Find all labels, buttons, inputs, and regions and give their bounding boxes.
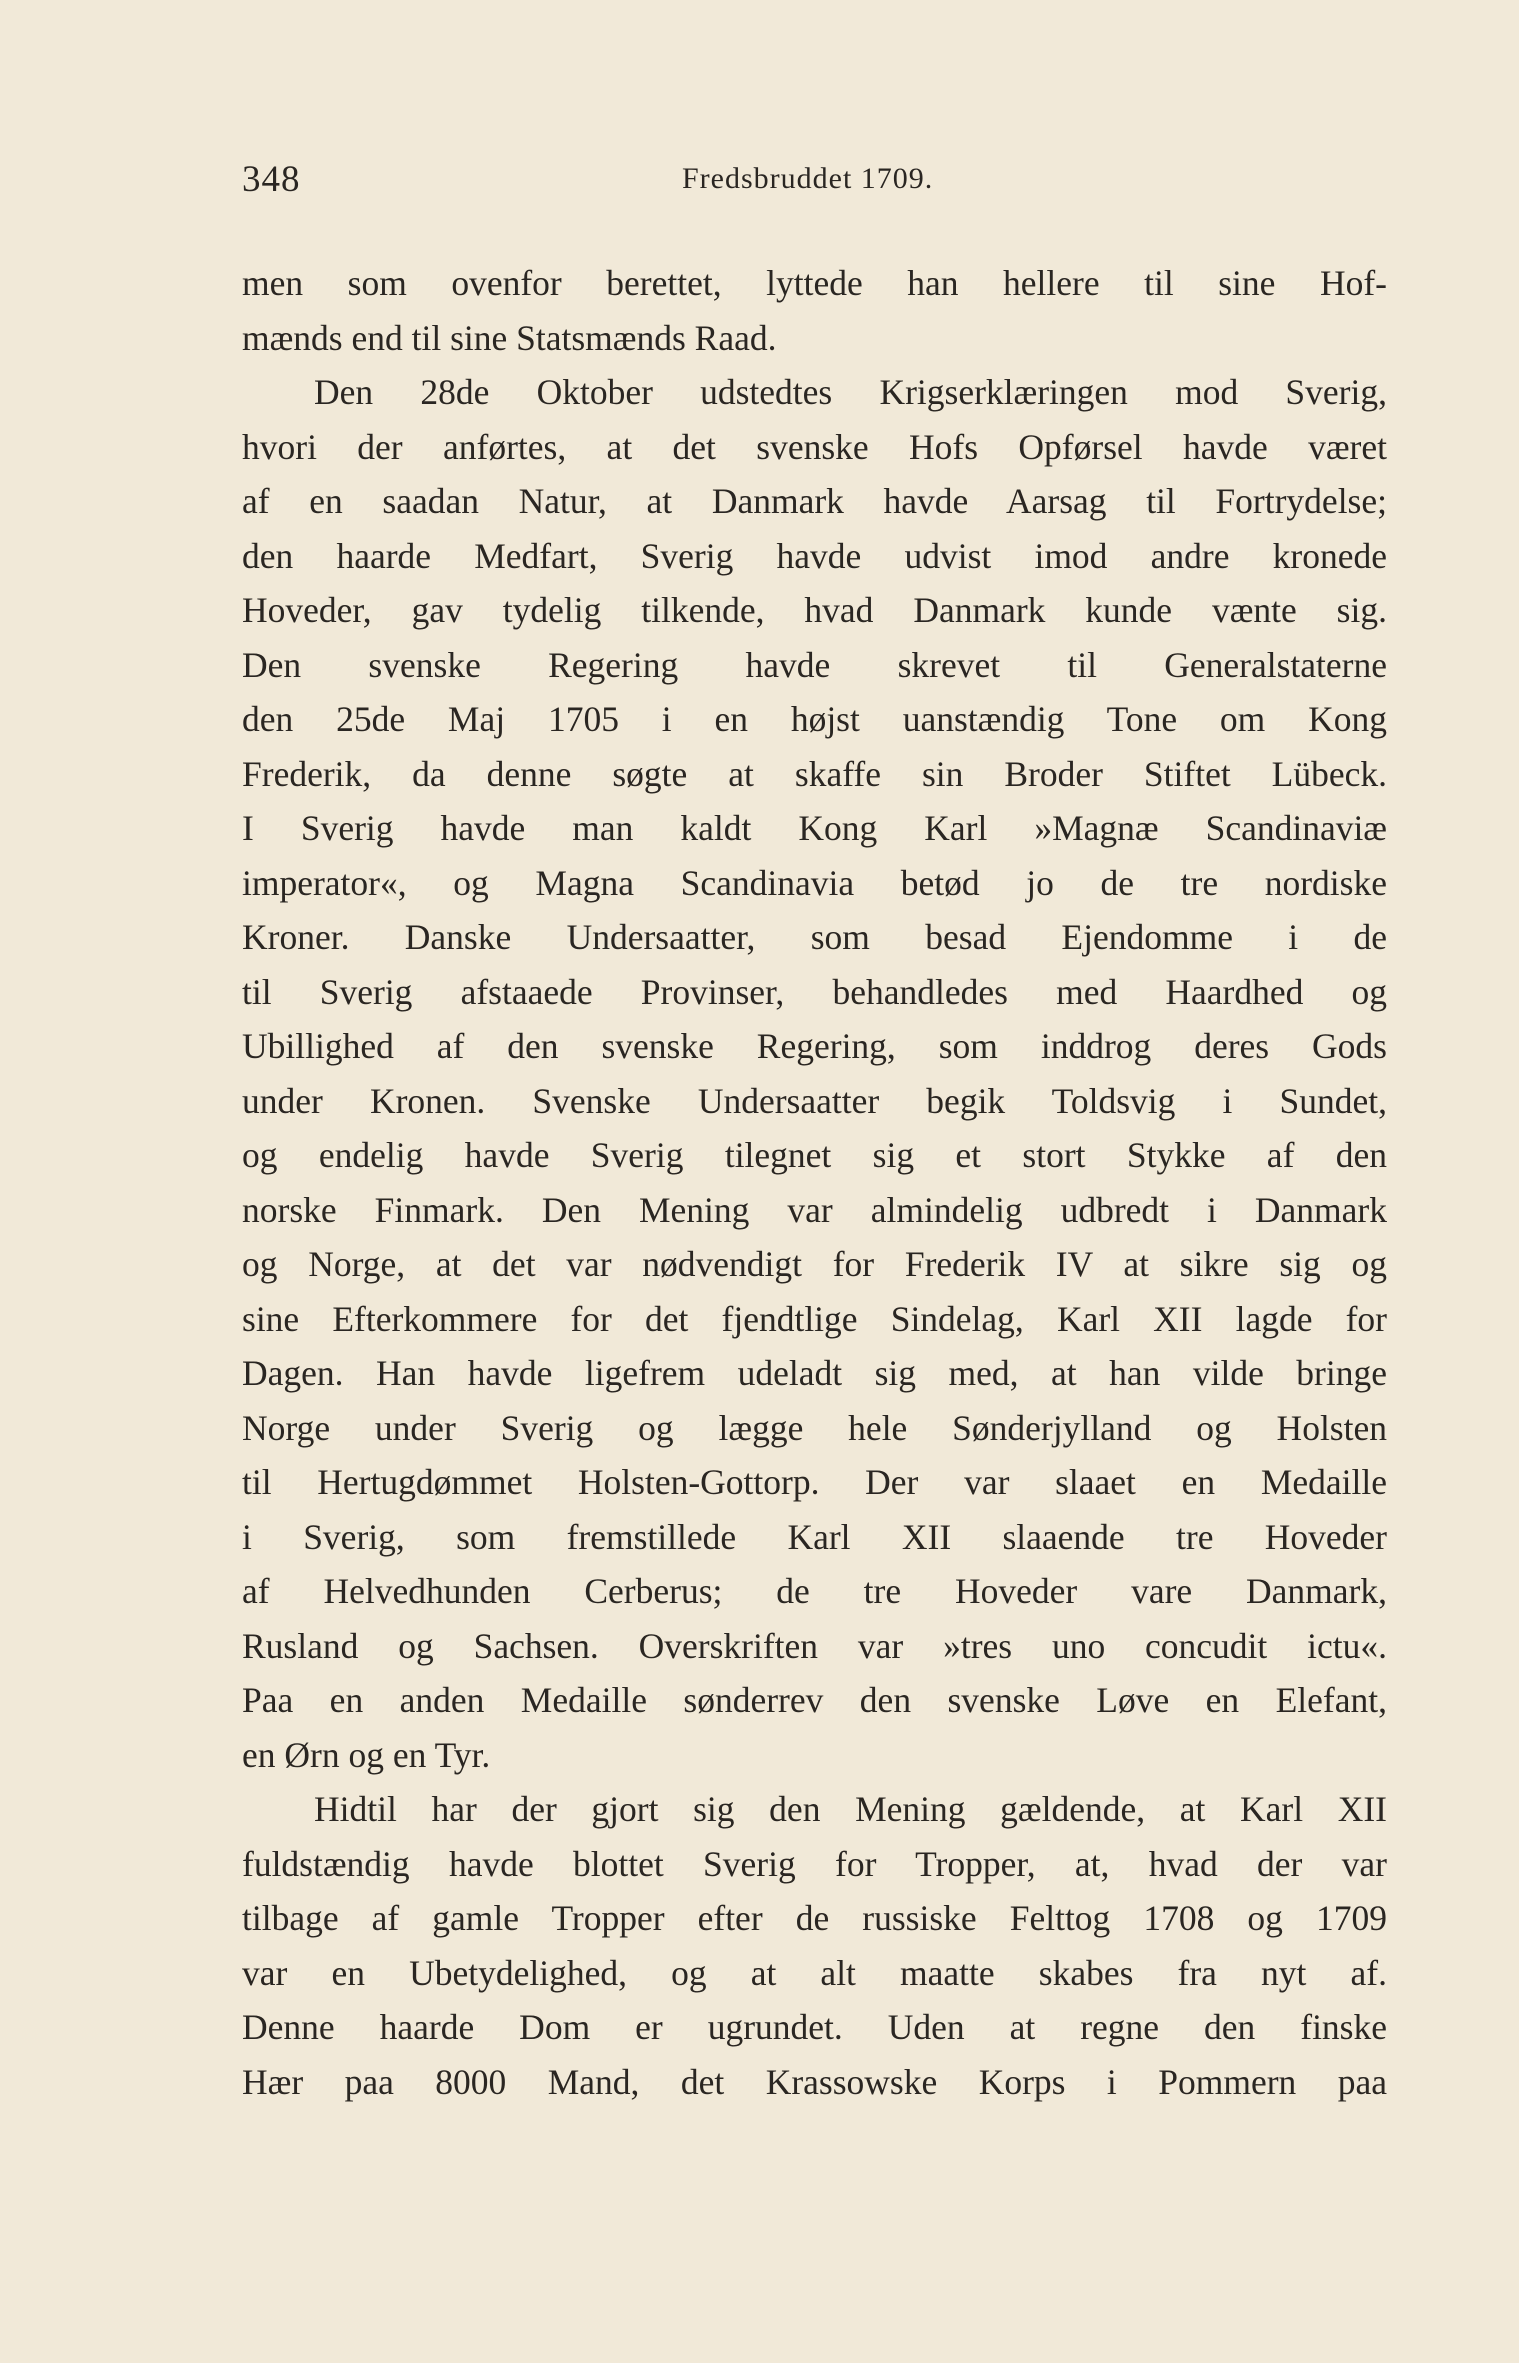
running-title: Fredsbruddet 1709. (682, 162, 934, 195)
text-line: Den 28de Oktober udstedtes Krigserklæringen mod Sverig, (314, 372, 1387, 412)
text-line: I Sverig havde man kaldt Kong Karl »Magnæ Scandinaviæ (242, 808, 1387, 848)
text-line: den haarde Medfart, Sverig havde udvist imod andre kronede (242, 535, 1387, 576)
text-line: Hær paa 8000 Mand, det Krassowske Korps i Pommern paa (242, 2061, 1387, 2102)
text-line: i Sverig, som fremstillede Karl XII slaaende tre Hoveder (242, 1516, 1387, 1557)
text-line: Hoveder, gav tydelig tilkende, hvad Danmark kunde vænte sig. (242, 590, 1387, 630)
text-line: til Hertugdømmet Holsten-Gottorp. Der var slaaet en Medaille (242, 1462, 1387, 1502)
text-line: Paa en anden Medaille sønderrev den svenske Løve en Elefant, (242, 1680, 1387, 1720)
text-line: Denne haarde Dom er ugrundet. Uden at regne den finske (242, 2007, 1387, 2047)
text-line: af Helvedhunden Cerberus; de tre Hoveder vare Danmark, (242, 1571, 1387, 1611)
text-line: og Norge, at det var nødvendigt for Frederik IV at sikre sig og (242, 1244, 1387, 1284)
text-line: tilbage af gamle Tropper efter de russiske Felttog 1708 og 1709 (242, 1898, 1387, 1938)
text-line: norske Finmark. Den Mening var almindelig udbredt i Danmark (242, 1189, 1387, 1230)
text-line: Rusland og Sachsen. Overskriften var »tres uno concudit ictu«. (242, 1625, 1387, 1666)
text-line: Frederik, da denne søgte at skaffe sin Broder Stiftet Lübeck. (242, 753, 1387, 794)
text-line: mænds end til sine Statsmænds Raad. (242, 317, 777, 358)
text-line: var en Ubetydelighed, og at alt maatte skabes fra nyt af. (242, 1952, 1387, 1993)
text-line: den 25de Maj 1705 i en højst uanstændig Tone om Kong (242, 699, 1387, 739)
page-number: 348 (242, 159, 301, 200)
text-line: fuldstændig havde blottet Sverig for Tropper, at, hvad der var (242, 1843, 1387, 1884)
text-line: sine Efterkommere for det fjendtlige Sindelag, Karl XII lagde for (242, 1298, 1387, 1339)
text-line: men som ovenfor berettet, lyttede han hellere til sine Hof- (242, 263, 1387, 303)
page-header (242, 158, 1387, 208)
text-line: Ubillighed af den svenske Regering, som inddrog deres Gods (242, 1026, 1387, 1066)
text-line: Den svenske Regering havde skrevet til Generalstaterne (242, 644, 1387, 685)
text-line: Hidtil har der gjort sig den Mening gældende, at Karl XII (314, 1789, 1387, 1829)
text-line: Kroner. Danske Undersaatter, som besad Ejendomme i de (242, 917, 1387, 957)
text-line: til Sverig afstaaede Provinser, behandledes med Haardhed og (242, 971, 1387, 1012)
text-line: imperator«, og Magna Scandinavia betød jo de tre nordiske (242, 862, 1387, 903)
text-line: en Ørn og en Tyr. (242, 1734, 491, 1775)
text-line: Norge under Sverig og lægge hele Sønderjylland og Holsten (242, 1407, 1387, 1448)
body-text (242, 256, 1387, 2109)
text-line: og endelig havde Sverig tilegnet sig et stort Stykke af den (242, 1135, 1387, 1175)
text-line: Dagen. Han havde ligefrem udeladt sig med, at han vilde bringe (242, 1353, 1387, 1393)
text-line: hvori der anførtes, at det svenske Hofs Opførsel havde været (242, 426, 1387, 467)
text-line: af en saadan Natur, at Danmark havde Aarsag til Fortrydelse; (242, 481, 1387, 521)
text-line: under Kronen. Svenske Undersaatter begik Toldsvig i Sundet, (242, 1080, 1387, 1121)
